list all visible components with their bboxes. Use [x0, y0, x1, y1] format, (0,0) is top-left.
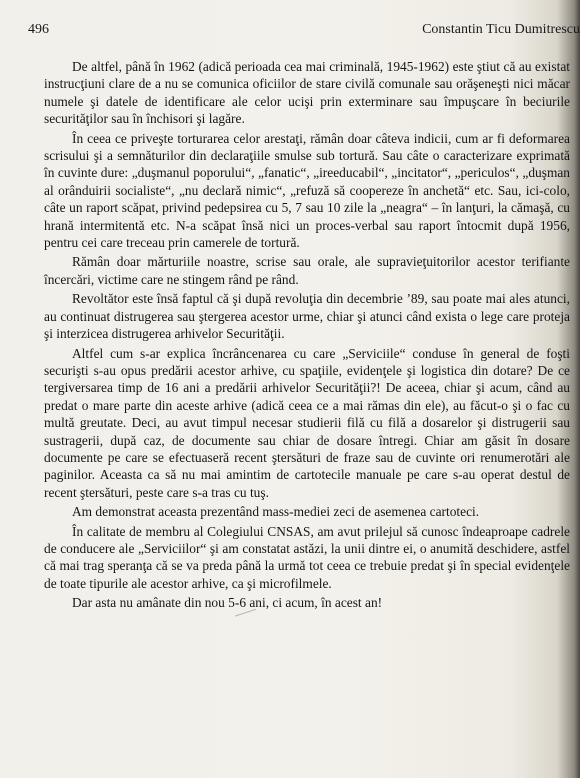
paragraph: În calitate de membru al Colegiului CNSAS, am avut prilejul să cunosc îndeaproape cadrele de conducere ale „Serviciilor“ şi am constatat astăzi, la unii dintre ei, o anumită deschidere, astfel că mai trag speranţa că se va preda până la urmă tot ceea ce trebuie predat şi în special evidenţele de toate tipurile ale acestor arhive, ca şi microfilmele. — [44, 523, 570, 591]
page-header — [28, 22, 580, 42]
body-text — [44, 58, 570, 614]
paragraph: De altfel, până în 1962 (adică perioada cea mai criminală, 1945-1962) este ştiut că au existat instrucţiuni clare de a nu se comunica oficiilor de stare civilă comunale sau orăşeneşti nici măcar numele şi datele de identificare ale celor ucişi prin exterminare sau împuşcare în beciurile securităţilor sau în închisori şi lagăre. — [44, 59, 570, 127]
paragraph: Am demonstrat aceasta prezentând mass-mediei zeci de asemenea cartoteci. — [72, 504, 480, 520]
page-number: 496 — [28, 22, 49, 37]
paragraph: În ceea ce priveşte torturarea celor arestaţi, rămân doar câteva indicii, cum ar fi deformarea scrisului şi a semnăturilor din declaraţiile smulse sub tortură. Sau câte o caracterizare exprimată în cuvinte dure: „duşmanul poporului“, „fanatic“, „ireeducabil“, „incitator“, „periculos“, „duşman al orânduirii socialiste“, „nu declară nimic“, „refuză să coopereze în anchetă“ etc. Sau, ici-colo, câte un raport scăpat, privind pedepsirea cu 5, 7 sau 10 zile la „neagra“ – în lanţuri, la cămaşă, cu hrană intermitentă etc. N-a scăpat însă nici un proces-verbal sau raport întocmit după 1956, pentru cei care treceau prin camerele de tortură. — [44, 130, 570, 251]
paragraph: Rămân doar mărturiile noastre, scrise sau orale, ale supravieţuitorilor acestor terifiante încercări, victime care ne stingem rând pe rând. — [44, 254, 570, 287]
running-head-author: Constantin Ticu Dumitrescu — [422, 22, 580, 37]
paragraph: Altfel cum s-ar explica încrâncenarea cu care „Serviciile“ conduse în general de foşti securişti s-au opus predării acestor arhive, cu spaţiile, evidenţele şi logistica din dotare? De ce tergiversarea timp de 16 ani a predării arhivelor Securităţii?! De aceea, chiar şi acum, când au predat o mare parte din aceste arhive (adică ceea ce a mai rămas din ele), au făcut-o şi o fac cu multă greutate. Deci, au avut timpul necesar studierii filă cu filă a dosarelor şi distrugerii sau sustragerii, după caz, de documente sau chiar de dosare întregi. Chiar am găsit în dosare documente pe care se efectuaseră recent ştersături de fraze sau de cuvinte ori renumerotări ale paginilor. Aceasta ca să nu mai amintim de cartotecile manuale pe care s-au operat destul de recent ştersături, peste care s-a tras cu tuş. — [44, 345, 570, 500]
paragraph: Revoltător este însă faptul că şi după revoluţia din decembrie ’89, sau poate mai ales atunci, au continuat distrugerea sau ştergerea acestor urme, chiar şi atunci când exista o lege care proteja şi interzicea distrugerea arhivelor Securităţii. — [44, 291, 570, 342]
paragraph: Dar asta nu amânate din nou 5-6 ani, ci acum, în acest an! — [72, 595, 383, 611]
